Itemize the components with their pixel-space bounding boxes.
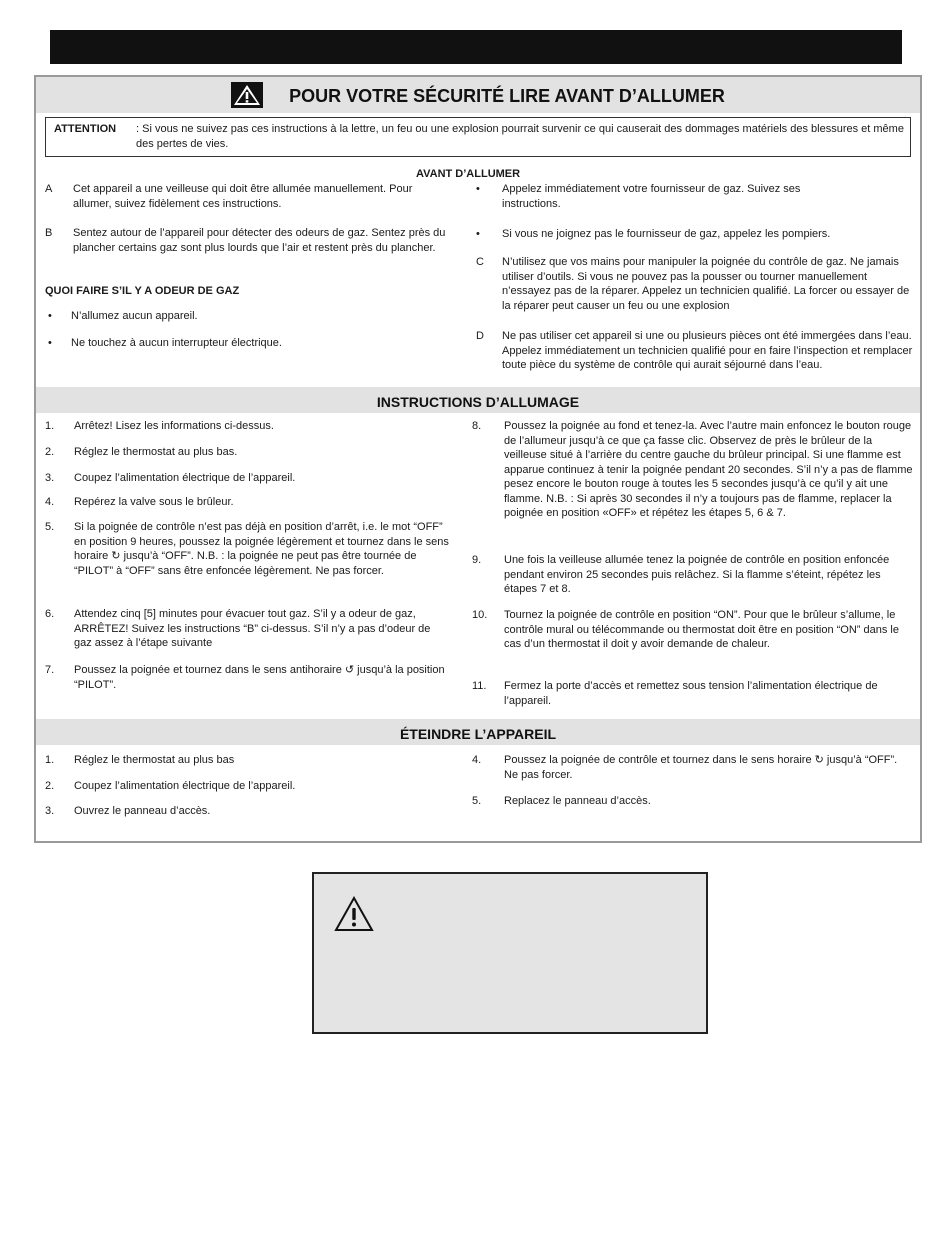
lighting-step: Une fois la veilleuse allumée tenez la poignée de contrôle en position enfoncée pendant environ 25 secondes puis relâchez. Si la flamme s’éteint, répétez les étapes 7 et 8. (504, 554, 890, 595)
before-marker-c: C (476, 256, 484, 268)
lighting-step: Tournez la poignée de contrôle en position “ON”. Pour que le brûleur s’allume, le contrôle mural ou télécommande ou thermostat doit être en position “ON” dans le cas d’un thermostat il doit y avoir demande de chaleur. (504, 609, 899, 650)
safety-title: POUR VOTRE SÉCURITÉ LIRE AVANT D’ALLUMER (289, 86, 725, 106)
before-marker-b: B (45, 227, 53, 239)
before-bullet: • (476, 183, 480, 195)
header-bar (50, 30, 902, 64)
lighting-step: Fermez la porte d’accès et remettez sous tension l’alimentation électrique de l’appareil. (504, 680, 878, 707)
lighting-title-band (36, 387, 920, 413)
lighting-step-number: 7. (45, 664, 55, 676)
lighting-step: Repérez la valve sous le brûleur. (74, 496, 234, 508)
lighting-step-number: 6. (45, 608, 55, 620)
before-item-c: N’utilisez que vos mains pour manipuler la poignée du contrôle de gaz. Ne jamais utiliser d’outils. Si vous ne pouvez pas la pousser ou tourner manuellement n’essayez pas de la réparer. Appelez un technicien qualifié. La forcer ou essayer de la réparer peut causer un feu ou une explosion (502, 256, 910, 312)
shutdown-step-number: 5. (472, 795, 482, 807)
gas-smell-item: Ne touchez à aucun interrupteur électrique. (71, 337, 282, 349)
shutdown-step: Ouvrez le panneau d’accès. (74, 805, 211, 817)
lighting-title: INSTRUCTIONS D’ALLUMAGE (376, 394, 580, 410)
before-marker-d: D (476, 330, 484, 342)
shutdown-step: Replacez le panneau d’accès. (504, 795, 651, 807)
safety-instructions-panel (34, 75, 922, 843)
lighting-step-number: 2. (45, 446, 55, 458)
before-item-call-firefighters: Si vous ne joignez pas le fournisseur de gaz, appelez les pompiers. (502, 228, 831, 240)
before-marker-a: A (45, 183, 53, 195)
before-item-a: Cet appareil a une veilleuse qui doit être allumée manuellement. Pour allumer, suivez fidèlement ces instructions. (73, 183, 413, 210)
shutdown-title-band (36, 719, 920, 745)
warning-triangle-icon (334, 896, 374, 932)
shutdown-step: Réglez le thermostat au plus bas (74, 754, 235, 766)
lighting-step: Si la poignée de contrôle n’est pas déjà en position d’arrêt, i.e. le mot “OFF” en position 9 heures, poussez la poignée légèrement et tournez dans le sens horaire ↻ jusqu’à “OFF”. N.B. : la poignée ne peut pas être tournée de “PILOT” à “OFF” sans être enfoncée légèrement. Ne pas forcer. (74, 521, 449, 577)
lighting-step: Poussez la poignée au fond et tenez-la. Avec l’autre main enfoncez le bouton rouge de l’allumeur jusqu’à ce que ça fasse clic. Observez de près le brûleur de la veilleuse situé à l’arrière du centre gauche du brûleur principal. Si une flamme est apparue continuez à tenir la poignée pendant 20 secondes. S’il n’y a pas de flamme pesez encore le bouton rouge à toutes les 5 secondes jusqu’à ce qu’il y ait une flamme. N.B. : Si après 30 secondes il n’y a toujours pas de flamme, replacer la poignée en position «OFF» et répétez les étapes 5, 6 & 7. (504, 420, 913, 519)
before-item-b: Sentez autour de l’appareil pour détecter des odeurs de gaz. Sentez près du plancher certains gaz sont plus lourds que l’air et restent près du plancher. (73, 227, 446, 254)
attention-label: ATTENTION (54, 123, 117, 135)
gas-smell-bullet: • (48, 337, 52, 349)
lighting-step-number: 9. (472, 554, 482, 566)
shutdown-step: Coupez l’alimentation électrique de l’appareil. (74, 780, 296, 792)
shutdown-step-number: 2. (45, 780, 55, 792)
shutdown-step-number: 1. (45, 754, 55, 766)
lighting-step: Attendez cinq [5] minutes pour évacuer tout gaz. S’il y a odeur de gaz, ARRÊTEZ! Suivez les instructions “B” ci-dessus. S’il n’y a pas d’odeur de gaz assez à l’étape suivante (74, 608, 431, 649)
shutdown-step-number: 3. (45, 805, 55, 817)
shutdown-step-number: 4. (472, 754, 482, 766)
safety-title-band (36, 77, 920, 113)
before-bullet: • (476, 228, 480, 240)
lighting-step: Arrêtez! Lisez les informations ci-dessus. (74, 420, 274, 432)
lighting-step-number: 5. (45, 521, 55, 533)
lighting-step: Coupez l’alimentation électrique de l’appareil. (74, 472, 296, 484)
lighting-step-number: 4. (45, 496, 55, 508)
shutdown-step: Poussez la poignée de contrôle et tournez dans le sens horaire ↻ jusqu’à “OFF”. Ne pas forcer. (504, 754, 898, 781)
attention-box (45, 117, 911, 157)
lighting-step-number: 8. (472, 420, 482, 432)
gas-smell-bullet: • (48, 310, 52, 322)
shutdown-title: ÉTEINDRE L’APPAREIL (399, 726, 557, 742)
before-lighting-title: AVANT D’ALLUMER (416, 168, 521, 180)
gas-smell-item: N’allumez aucun appareil. (71, 310, 198, 322)
lighting-step-number: 10. (472, 609, 488, 621)
lighting-step: Réglez le thermostat au plus bas. (74, 446, 238, 458)
attention-text: : Si vous ne suivez pas ces instructions à la lettre, un feu ou une explosion pourrait survenir ce qui causerait des dommages matériels des blessures et même des pertes de vies. (136, 123, 904, 150)
lighting-step-number: 3. (45, 472, 55, 484)
gas-smell-heading: QUOI FAIRE S’IL Y A ODEUR DE GAZ (45, 285, 240, 297)
before-item-d: Ne pas utiliser cet appareil si une ou plusieurs pièces ont été immergées dans l’eau. Appelez immédiatement un technicien qualifié pour en faire l’inspection et remplacer toute pièce du système de contrôle qui aurait séjourné dans l’eau. (502, 330, 913, 371)
lighting-step-number: 1. (45, 420, 55, 432)
warning-box (312, 872, 708, 1034)
before-item-call-supplier: Appelez immédiatement votre fournisseur de gaz. Suivez ses instructions. (502, 183, 801, 210)
lighting-step-number: 11. (472, 680, 487, 692)
lighting-step: Poussez la poignée et tournez dans le sens antihoraire ↺ jusqu’à la position “PILOT”. (74, 664, 445, 691)
warning-triangle-icon (231, 82, 263, 108)
